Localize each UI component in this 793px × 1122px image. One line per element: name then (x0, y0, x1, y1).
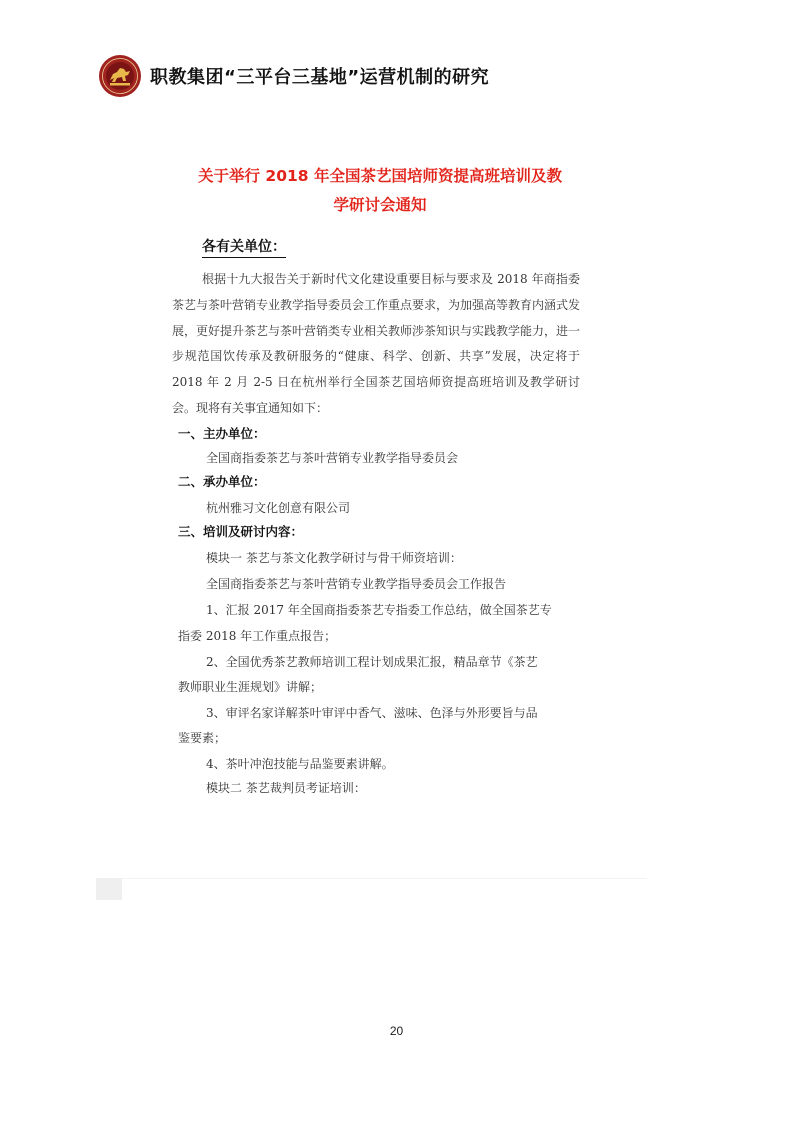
scan-artifact-line (122, 878, 647, 879)
item-2-line-1: 2、全国优秀茶艺教师培训工程计划成果汇报，精品章节《茶艺 (206, 655, 538, 669)
header-title: 职教集团“三平台三基地”运营机制的研究 (150, 67, 490, 88)
item-3-line-2: 鉴要素； (178, 731, 227, 745)
item-1-line-2: 指委 2018 年工作重点报告； (178, 629, 337, 643)
module-1-report: 全国商指委茶艺与茶叶营销专业教学指导委员会工作报告 (206, 577, 507, 591)
item-2-line-2: 教师职业生涯规划》讲解； (178, 680, 323, 694)
section-1-heading: 一、主办单位： (178, 426, 266, 441)
notice-title-line-2: 学研讨会通知 (333, 196, 427, 214)
item-3-line-1: 3、审评名家详解茶叶审评中香气、滋味、色泽与外形要旨与品 (206, 706, 538, 720)
section-2-heading: 二、承办单位： (178, 474, 266, 489)
section-3-heading: 三、培训及研讨内容： (178, 524, 304, 539)
intro-paragraph: 根据十九大报告关于新时代文化建设重要目标与要求及 2018 年商指委茶艺与茶叶营销专业教学指导委员会工作重点要求，为加强高等教育内涵式发展，更好提升茶艺与茶叶营销类专业相关教师涉茶知识与实践教学能力，进一步规范国饮传承及教研服务的“健康、科学、创新、共享”发展，决定将于 2018 年 2 月 2-5 日在杭州举行全国茶艺国培师资提高班培训及教学研讨会。现将有关事宜通知如下： (172, 272, 581, 415)
module-2-title: 模块二 茶艺裁判员考证培训： (206, 781, 366, 795)
item-1-line-1: 1、汇报 2017 年全国商指委茶艺专指委工作总结，做全国茶艺专 (206, 603, 552, 617)
school-emblem-horse-icon (98, 54, 142, 98)
item-4: 4、茶叶冲泡技能与品鉴要素讲解。 (206, 757, 394, 771)
notice-title (160, 162, 600, 220)
salutation: 各有关单位： (202, 236, 286, 258)
page-number: 20 (389, 1024, 404, 1038)
notice-title-line-1: 关于举行 2018 年全国茶艺国培师资提高班培训及教 (198, 167, 562, 185)
section-1-body: 全国商指委茶艺与茶叶营销专业教学指导委员会 (206, 451, 459, 465)
page-header (98, 50, 489, 102)
module-1-title: 模块一 茶艺与茶文化教学研讨与骨干师资培训： (206, 551, 462, 565)
section-2-body: 杭州雅习文化创意有限公司 (206, 501, 351, 515)
scan-artifact-block (96, 878, 122, 900)
